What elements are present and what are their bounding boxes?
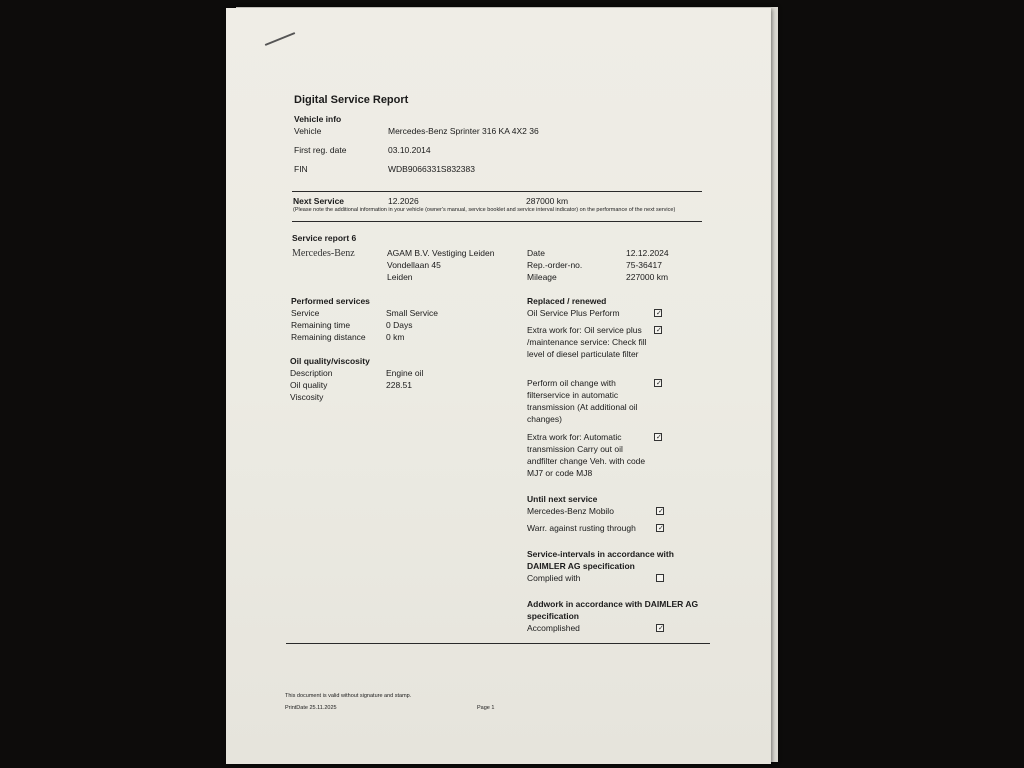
divider-top	[292, 191, 702, 192]
viscosity-label: Viscosity	[290, 392, 324, 402]
remaining-distance-label: Remaining distance	[291, 332, 366, 342]
until-next-item-2-checkbox	[656, 524, 664, 532]
oil-description-label: Description	[290, 368, 333, 378]
vehicle-info-heading: Vehicle info	[294, 114, 342, 124]
replaced-item-3-checkbox	[654, 379, 662, 387]
print-date: PrintDate 25.11.2025	[285, 705, 337, 711]
mercedes-benz-logo: Mercedes-Benz	[292, 248, 355, 259]
replaced-item-2: Extra work for: Oil service plus /maintenance service: Check fill level of diesel particulate filter	[527, 325, 647, 359]
oil-quality-label: Oil quality	[290, 380, 328, 390]
until-next-item-2: Warr. against rusting through	[527, 523, 636, 533]
oil-quality-value: 228.51	[386, 380, 412, 390]
checkmark-icon: ✓	[658, 508, 664, 515]
vehicle-label: Vehicle	[294, 126, 322, 136]
next-service-note: (Please note the additional information in your vehicle (owner's manual, service booklet and service interval indicator) on the performance of the next service)	[293, 207, 676, 213]
next-service-km: 287000 km	[526, 196, 569, 206]
service-report-page	[226, 8, 771, 764]
mileage-value: 227000 km	[626, 272, 669, 282]
date-value: 12.12.2024	[626, 248, 669, 258]
replaced-item-1: Oil Service Plus Perform	[527, 308, 620, 318]
until-next-heading: Until next service	[527, 494, 598, 504]
addwork-item: Accomplished	[527, 623, 580, 633]
remaining-time-label: Remaining time	[291, 320, 351, 330]
page-number: Page 1	[477, 705, 495, 711]
next-service-date: 12.2026	[388, 196, 419, 206]
intervals-item: Complied with	[527, 573, 581, 583]
next-service-label: Next Service	[293, 196, 345, 206]
dealer-street: Vondellaan 45	[387, 260, 441, 270]
intervals-heading: Service-intervals in accordance with DAIMLER AG specification	[527, 549, 674, 571]
first-reg-label: First reg. date	[294, 145, 347, 155]
checkmark-icon: ✓	[656, 327, 662, 334]
checkmark-icon: ✓	[658, 625, 664, 632]
fin-value: WDB9066331S832383	[388, 164, 475, 174]
divider-bottom	[286, 643, 710, 644]
replaced-heading: Replaced / renewed	[527, 296, 607, 306]
replaced-item-1-checkbox	[654, 309, 662, 317]
oil-heading: Oil quality/viscosity	[290, 356, 370, 366]
checkmark-icon: ✓	[656, 310, 662, 317]
vehicle-value: Mercedes-Benz Sprinter 316 KA 4X2 36	[388, 126, 539, 136]
service-label: Service	[291, 308, 320, 318]
service-report-heading: Service report 6	[292, 233, 357, 243]
dealer-name: AGAM B.V. Vestiging Leiden	[387, 248, 495, 258]
remaining-time-value: 0 Days	[386, 320, 413, 330]
mileage-label: Mileage	[527, 272, 557, 282]
validity-note: This document is valid without signature and stamp.	[285, 693, 412, 699]
replaced-item-3: Perform oil change with filterservice in automatic transmission (At additional oil changes)	[527, 378, 638, 424]
report-title: Digital Service Report	[294, 94, 409, 106]
first-reg-value: 03.10.2014	[388, 145, 431, 155]
rep-order-label: Rep.-order-no.	[527, 260, 583, 270]
fin-label: FIN	[294, 164, 308, 174]
pen-mark	[265, 32, 295, 46]
checkmark-icon: ✓	[656, 380, 662, 387]
rep-order-value: 75-36417	[626, 260, 662, 270]
checkmark-icon: ✓	[656, 434, 662, 441]
intervals-checkbox	[656, 574, 664, 582]
replaced-item-4-checkbox	[654, 433, 662, 441]
addwork-checkbox	[656, 624, 664, 632]
date-label: Date	[527, 248, 545, 258]
replaced-item-4: Extra work for: Automatic transmission Carry out oil andfilter change Veh. with code MJ7 or code MJ8	[527, 432, 646, 478]
until-next-item-1-checkbox	[656, 507, 664, 515]
addwork-heading: Addwork in accordance with DAIMLER AG specification	[527, 599, 699, 621]
dealer-city: Leiden	[387, 272, 413, 282]
divider-middle	[292, 221, 702, 222]
oil-description-value: Engine oil	[386, 368, 424, 378]
remaining-distance-value: 0 km	[386, 332, 405, 342]
service-value: Small Service	[386, 308, 438, 318]
replaced-item-2-checkbox	[654, 326, 662, 334]
checkmark-icon: ✓	[658, 525, 664, 532]
until-next-item-1: Mercedes-Benz Mobilo	[527, 506, 614, 516]
performed-heading: Performed services	[291, 296, 370, 306]
